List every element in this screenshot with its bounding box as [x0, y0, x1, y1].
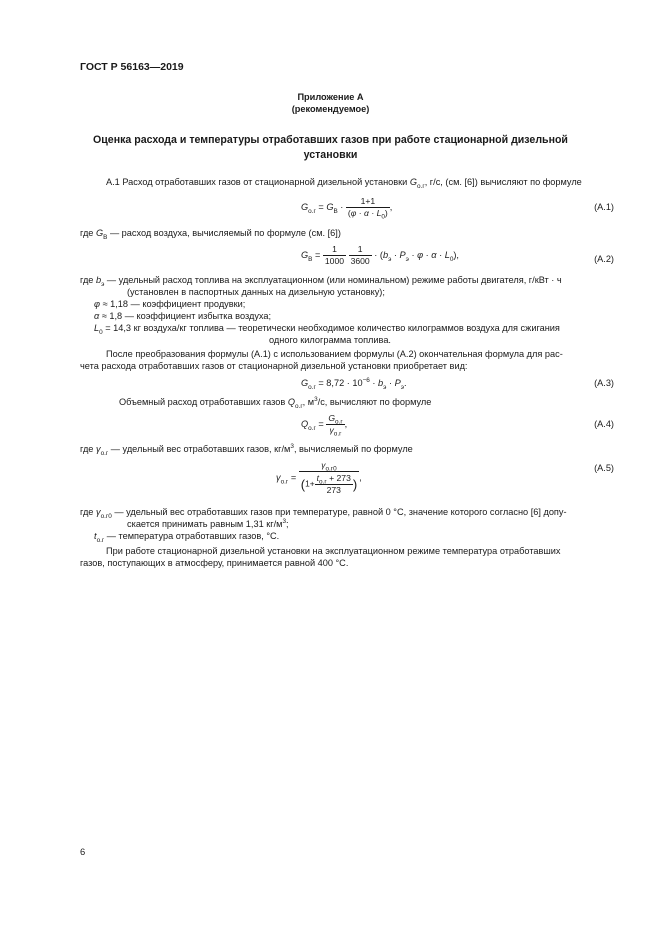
- definition-gv: где $G_В$ — расход воздуха, вычисляемый по формуле (см. [6]): [80, 228, 341, 241]
- equation-a4: $Q_{о.г}$ = $\frac{G_{о.г}}{\gamma_{о.г}}$ ,: [301, 413, 348, 438]
- appendix-status: (рекомендуемое): [291, 104, 370, 114]
- paragraph-volume: Объемный расход отработавших газов $Q_{о.г}$, $м^3/с$, вычисляют по формуле: [119, 395, 432, 410]
- definition-gamma0-cont: скается принимать равным 1,31 $кг/м^3$;: [127, 517, 289, 529]
- definition-l0-cont: одного килограмма топлива.: [269, 335, 391, 345]
- equation-a2: $G_В$ = $\frac{1}{1000}$ $\frac{1}{3600}$ · $(b_э \cdot P_э \cdot \varphi \cdot \alpha \cdot L_0)$,: [301, 244, 459, 266]
- definition-l0: $L_0 = 14,3$ кг воздуха/кг топлива — теоретически необходимое количество килограммов воздуха для сжигания: [94, 323, 560, 336]
- section-title-line2: установки: [303, 149, 358, 161]
- equation-a3-number: (А.3): [594, 378, 614, 388]
- paragraph-final-line2: газов, поступающих в атмосферу, принимается равной 400 °С.: [80, 558, 349, 568]
- equation-a1-number: (А.1): [594, 202, 614, 212]
- definition-be-cont: (установлен в паспортных данных на дизельную установку);: [127, 287, 385, 297]
- equation-a5-number: (А.5): [594, 463, 614, 473]
- paragraph-final-line1: При работе стационарной дизельной установки на эксплуатационном режиме температура отработавших: [106, 546, 561, 556]
- equation-a2-number: (А.2): [594, 254, 614, 264]
- section-title-line1: Оценка расхода и температуры отработавших газов при работе стационарной дизельной: [93, 134, 568, 146]
- definition-t: $t_{о.г}$ — температура отработавших газов, °С.: [94, 531, 280, 544]
- equation-a1-fraction: $\frac{1+1}{(\varphi \cdot \alpha \cdot L_0)}$: [347, 196, 388, 221]
- page-number: 6: [80, 846, 86, 857]
- definition-be: где $b_э$ — удельный расход топлива на эксплуатационном (или номинальном) режиме работы двигателя, г/кВт · ч: [80, 275, 562, 288]
- definition-alpha: α ≈ 1,8 — коэффициент избытка воздуха;: [94, 311, 272, 321]
- paragraph-after-line1: После преобразования формулы (А.1) с использованием формулы (А.2) окончательная формула для рас-: [106, 349, 563, 359]
- paragraph-after-line2: чета расхода отработавших газов от стационарной дизельной установки приобретает вид:: [80, 361, 468, 371]
- definition-phi: φ ≈ 1,18 — коэффициент продувки;: [94, 299, 246, 309]
- definition-gamma0: где $\gamma_{о.г0}$ — удельный вес отработавших газов при температуре, равной 0 °С, значение которого согласно [6] допу-: [80, 507, 567, 520]
- paragraph-a1: А.1 Расход отработавших газов от стационарной дизельной установки $G_{о.г}$, г/с, (см. [6]) вычисляют по формуле: [106, 177, 582, 190]
- equation-a3: $G_{о.г} = 8,72 \cdot 10^{-6} \cdot b_э \cdot P_э$.: [301, 376, 407, 391]
- equation-a1: $G_{о.г} = G_В$ · $\frac{1+1}{(\varphi \cdot \alpha \cdot L_0)}$ ,: [301, 196, 393, 221]
- appendix-label: Приложение А: [297, 92, 364, 102]
- document-code: ГОСТ Р 56163—2019: [80, 61, 184, 73]
- definition-gamma: где $\gamma_{о.г}$ — удельный вес отработавших газов, $кг/м^3$, вычисляемый по формуле: [80, 442, 413, 457]
- equation-a4-number: (А.4): [594, 419, 614, 429]
- equation-a5: $\gamma_{о.г}$ = $\gamma_{о.г0}$ (1+ $\frac{t_{о.г} + 273}{273}$ ) ,: [276, 460, 362, 495]
